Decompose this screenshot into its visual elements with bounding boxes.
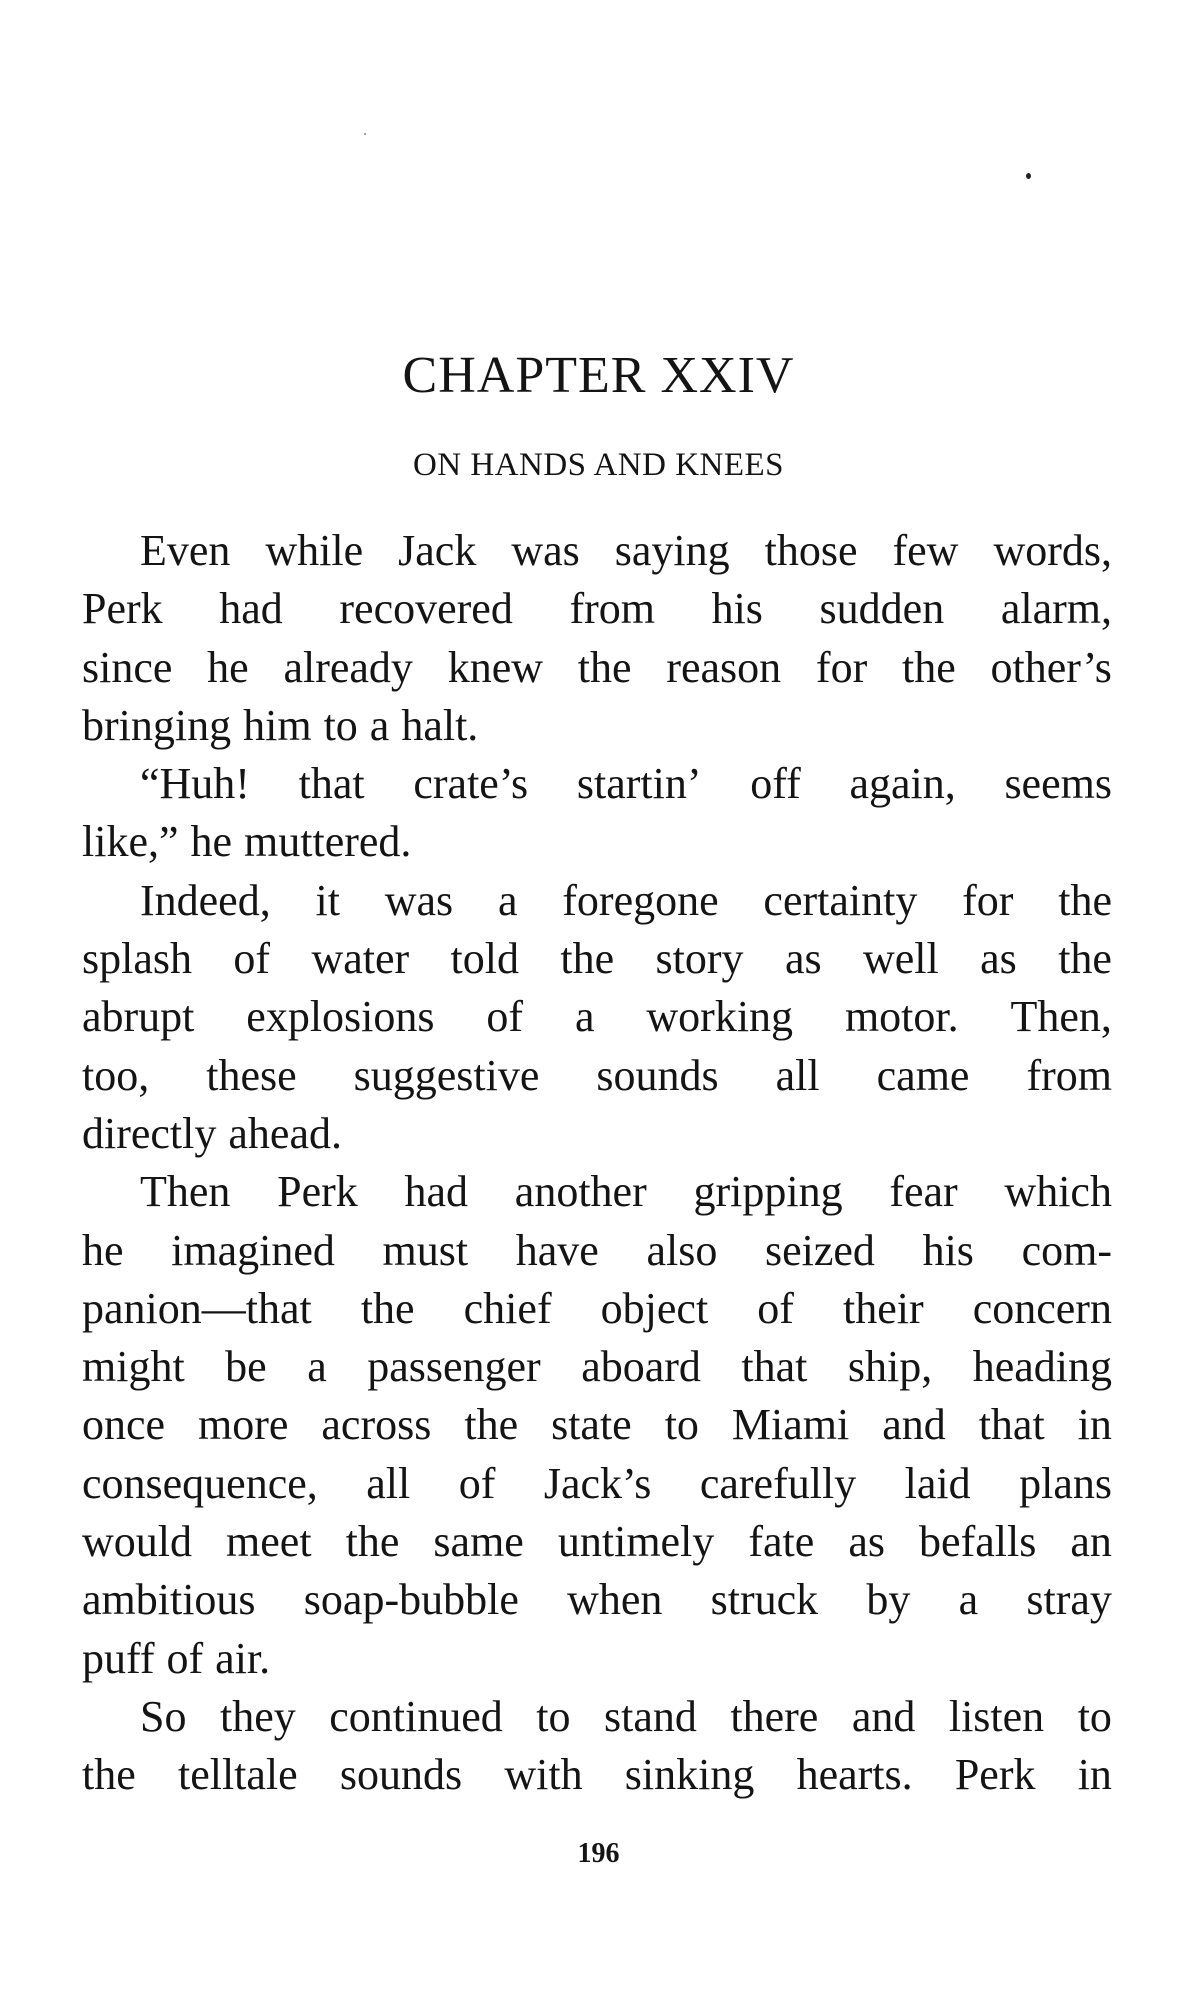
text-line: since he already knew the reason for the other’s bbox=[82, 642, 1112, 692]
text-line: might be a passenger aboard that ship, heading bbox=[82, 1342, 1112, 1392]
text-line: ambitious soap-bubble when struck by a stray bbox=[82, 1575, 1112, 1625]
text-line: Indeed, it was a foregone certainty for the bbox=[140, 875, 1112, 925]
text-line: Even while Jack was saying those few words, bbox=[140, 526, 1112, 575]
text-line: he imagined must have also seized his com- bbox=[82, 1225, 1112, 1275]
text-line: like,” he muttered. bbox=[82, 817, 412, 867]
text-line: splash of water told the story as well as the bbox=[82, 934, 1112, 984]
page-number: 196 bbox=[577, 1838, 620, 1869]
text-line: once more across the state to Miami and that in bbox=[82, 1400, 1112, 1450]
chapter-title: ON HANDS AND KNEES bbox=[412, 447, 785, 483]
text-line: the telltale sounds with sinking hearts. Perk in bbox=[82, 1750, 1112, 1800]
text-line: panion—that the chief object of their concern bbox=[82, 1283, 1112, 1333]
text-line: Then Perk had another gripping fear which bbox=[140, 1167, 1112, 1217]
text-line: “Huh! that crate’s startin’ off again, seems bbox=[140, 759, 1112, 809]
page-speck bbox=[1026, 173, 1031, 179]
text-line: would meet the same untimely fate as befalls an bbox=[82, 1517, 1112, 1567]
text-line: too, these suggestive sounds all came from bbox=[82, 1050, 1112, 1100]
text-line: puff of air. bbox=[82, 1633, 271, 1683]
page-speck bbox=[364, 133, 366, 135]
chapter-number: CHAPTER XXIV bbox=[402, 347, 795, 404]
text-line: abrupt explosions of a working motor. Then, bbox=[82, 992, 1112, 1042]
body-text bbox=[82, 522, 1112, 1805]
text-line: consequence, all of Jack’s carefully laid plans bbox=[82, 1458, 1112, 1508]
text-line: directly ahead. bbox=[82, 1108, 342, 1158]
text-line: bringing him to a halt. bbox=[82, 700, 479, 750]
text-line: Perk had recovered from his sudden alarm, bbox=[82, 584, 1112, 634]
text-line: So they continued to stand there and listen to bbox=[140, 1691, 1112, 1741]
